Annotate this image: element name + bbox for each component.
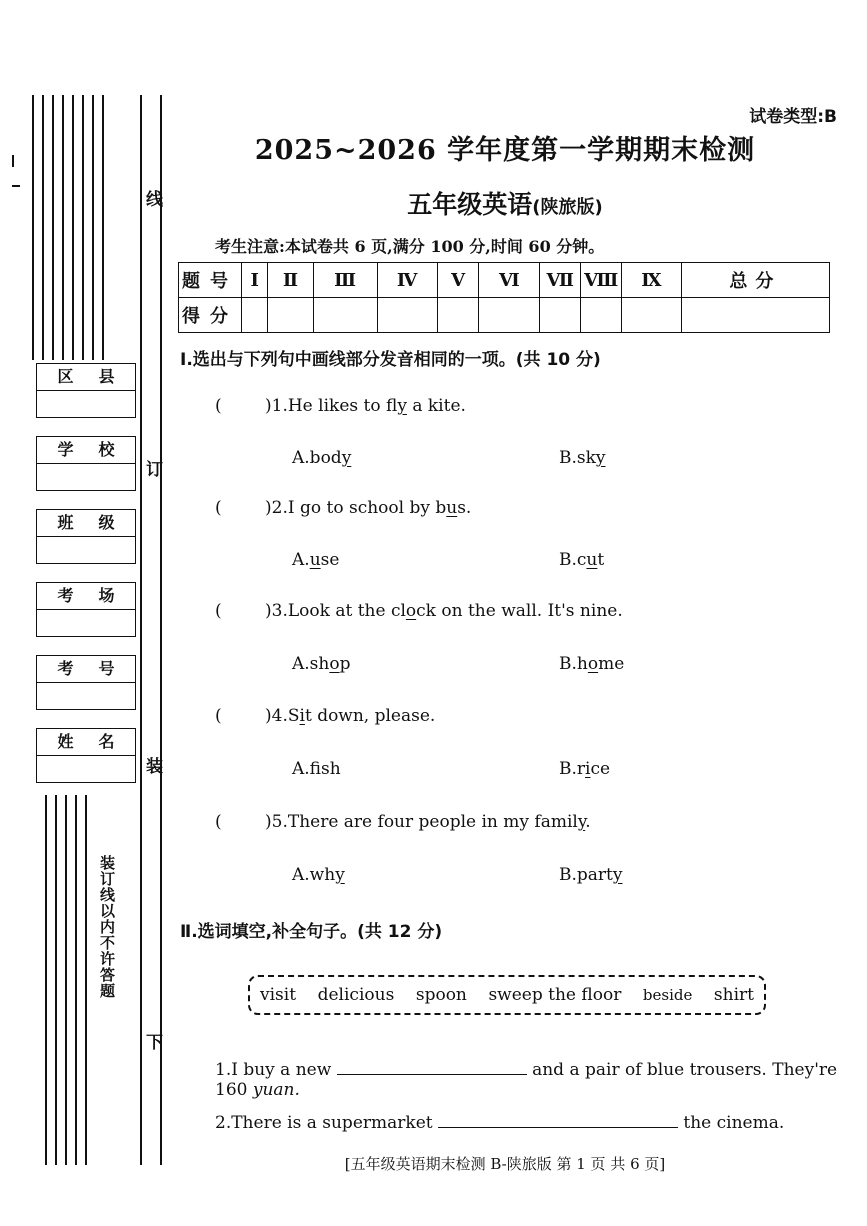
binding-warning: 装订线以内不许答题 bbox=[98, 855, 116, 999]
word-bank bbox=[248, 975, 766, 1015]
margin-mark bbox=[12, 155, 14, 167]
question-3-option-b: B.home bbox=[559, 654, 625, 674]
subtitle-edition: (陕旅版) bbox=[532, 197, 603, 218]
score-cell[interactable] bbox=[540, 298, 581, 333]
margin-line bbox=[65, 795, 67, 1165]
margin-line bbox=[82, 95, 84, 360]
field-label: 姓 名 bbox=[37, 729, 135, 756]
field-label: 学 校 bbox=[37, 437, 135, 464]
margin-line bbox=[92, 95, 94, 360]
score-cell[interactable] bbox=[313, 298, 377, 333]
fill-question-2: 2.There is a supermarket the cinema. bbox=[215, 1110, 784, 1133]
score-cell[interactable] bbox=[242, 298, 268, 333]
field-blank[interactable] bbox=[37, 683, 135, 709]
question-2-option-b: B.cut bbox=[559, 550, 605, 570]
answer-bracket[interactable]: ( bbox=[215, 812, 222, 832]
cut-line bbox=[140, 95, 142, 1165]
exam-subtitle bbox=[180, 185, 830, 221]
margin-line bbox=[52, 95, 54, 360]
score-table-score-row bbox=[179, 298, 830, 333]
margin-line bbox=[72, 95, 74, 360]
binding-label-ding: 订 bbox=[146, 460, 163, 480]
field-blank[interactable] bbox=[37, 464, 135, 490]
score-cell[interactable] bbox=[622, 298, 682, 333]
margin-line bbox=[32, 95, 34, 360]
col-9: Ⅸ bbox=[622, 263, 682, 298]
word-spoon: spoon bbox=[415, 985, 467, 1005]
exam-room-field[interactable] bbox=[36, 582, 136, 637]
col-8: Ⅷ bbox=[581, 263, 622, 298]
question-4-option-b: B.rice bbox=[559, 759, 611, 779]
cut-line bbox=[160, 95, 162, 1165]
question-2: ( )2.I go to school by bus. bbox=[215, 498, 472, 518]
score-table bbox=[178, 262, 830, 333]
field-label: 班 级 bbox=[37, 510, 135, 537]
score-cell[interactable] bbox=[268, 298, 313, 333]
section-2-title: Ⅱ.选词填空,补全句子。(共 12 分) bbox=[180, 922, 443, 942]
score-cell[interactable] bbox=[479, 298, 540, 333]
paper-type: 试卷类型:B bbox=[749, 107, 837, 127]
field-blank[interactable] bbox=[37, 610, 135, 636]
question-3-option-a: A.shop bbox=[292, 654, 351, 674]
word-beside: beside bbox=[642, 986, 693, 1004]
col-6: Ⅵ bbox=[479, 263, 540, 298]
col-3: Ⅲ bbox=[313, 263, 377, 298]
field-label: 考 场 bbox=[37, 583, 135, 610]
margin-line bbox=[62, 95, 64, 360]
col-5: Ⅴ bbox=[437, 263, 479, 298]
answer-bracket[interactable]: ( bbox=[215, 498, 222, 518]
exam-notice: 考生注意:本试卷共 6 页,满分 100 分,时间 60 分钟。 bbox=[215, 237, 605, 256]
page-footer: [五年级英语期末检测 B-陕旅版 第 1 页 共 6 页] bbox=[344, 1155, 666, 1173]
question-4: ( )4.Sit down, please. bbox=[215, 706, 436, 726]
answer-bracket[interactable]: ( bbox=[215, 396, 222, 416]
word-shirt: shirt bbox=[713, 985, 754, 1005]
margin-mark bbox=[12, 185, 20, 187]
answer-bracket[interactable]: ( bbox=[215, 706, 222, 726]
field-label: 区 县 bbox=[37, 364, 135, 391]
district-field[interactable] bbox=[36, 363, 136, 418]
class-field[interactable] bbox=[36, 509, 136, 564]
question-2-option-a: A.use bbox=[292, 550, 340, 570]
binding-label-xia: 下 bbox=[146, 1033, 163, 1053]
margin-line bbox=[55, 795, 57, 1165]
margin-line bbox=[42, 95, 44, 360]
word-visit: visit bbox=[260, 985, 297, 1005]
name-field[interactable] bbox=[36, 728, 136, 783]
margin-line bbox=[45, 795, 47, 1165]
answer-blank[interactable] bbox=[438, 1110, 678, 1128]
exam-number-field[interactable] bbox=[36, 655, 136, 710]
question-1-option-a: A.body bbox=[292, 448, 352, 468]
score-cell[interactable] bbox=[377, 298, 437, 333]
word-sweep-the-floor: sweep the floor bbox=[488, 985, 622, 1005]
word-delicious: delicious bbox=[317, 985, 395, 1005]
col-1: Ⅰ bbox=[242, 263, 268, 298]
margin-line bbox=[85, 795, 87, 1165]
question-3: ( )3.Look at the clock on the wall. It's nine. bbox=[215, 601, 623, 621]
field-blank[interactable] bbox=[37, 391, 135, 417]
margin-line bbox=[102, 95, 104, 360]
row-head-question: 题号 bbox=[179, 263, 242, 298]
binding-label-zhuang: 装 bbox=[146, 757, 163, 777]
binding-label-xian: 线 bbox=[146, 190, 163, 210]
col-4: Ⅳ bbox=[377, 263, 437, 298]
col-7: Ⅶ bbox=[540, 263, 581, 298]
score-table-header-row bbox=[179, 263, 830, 298]
margin-line bbox=[75, 795, 77, 1165]
question-5-option-a: A.why bbox=[292, 865, 345, 885]
subtitle-main: 五年级英语 bbox=[407, 190, 533, 219]
question-4-option-a: A.fsh bbox=[292, 759, 341, 779]
school-field[interactable] bbox=[36, 436, 136, 491]
row-head-score: 得分 bbox=[179, 298, 242, 333]
field-label: 考 号 bbox=[37, 656, 135, 683]
col-total: 总分 bbox=[681, 263, 829, 298]
score-cell[interactable] bbox=[581, 298, 622, 333]
question-1: ( )1.He likes to fly a kite. bbox=[215, 396, 466, 416]
field-blank[interactable] bbox=[37, 756, 135, 782]
field-blank[interactable] bbox=[37, 537, 135, 563]
score-cell[interactable] bbox=[437, 298, 479, 333]
col-2: Ⅱ bbox=[268, 263, 313, 298]
section-1-title: Ⅰ.选出与下列句中画线部分发音相同的一项。(共 10 分) bbox=[180, 350, 601, 370]
exam-title: 2025~2026 学年度第一学期期末检测 bbox=[254, 135, 756, 166]
score-cell[interactable] bbox=[681, 298, 829, 333]
currency-unit: yuan. bbox=[252, 1080, 300, 1100]
answer-blank[interactable] bbox=[337, 1057, 527, 1075]
answer-bracket[interactable]: ( bbox=[215, 601, 222, 621]
fill-question-1: 1.I buy a new and a pair of blue trousers. They're 160 yuan. bbox=[215, 1057, 867, 1100]
question-5: ( )5.There are four people in my family. bbox=[215, 812, 591, 832]
question-5-option-b: B.party bbox=[559, 865, 623, 885]
question-1-option-b: B.sky bbox=[559, 448, 606, 468]
